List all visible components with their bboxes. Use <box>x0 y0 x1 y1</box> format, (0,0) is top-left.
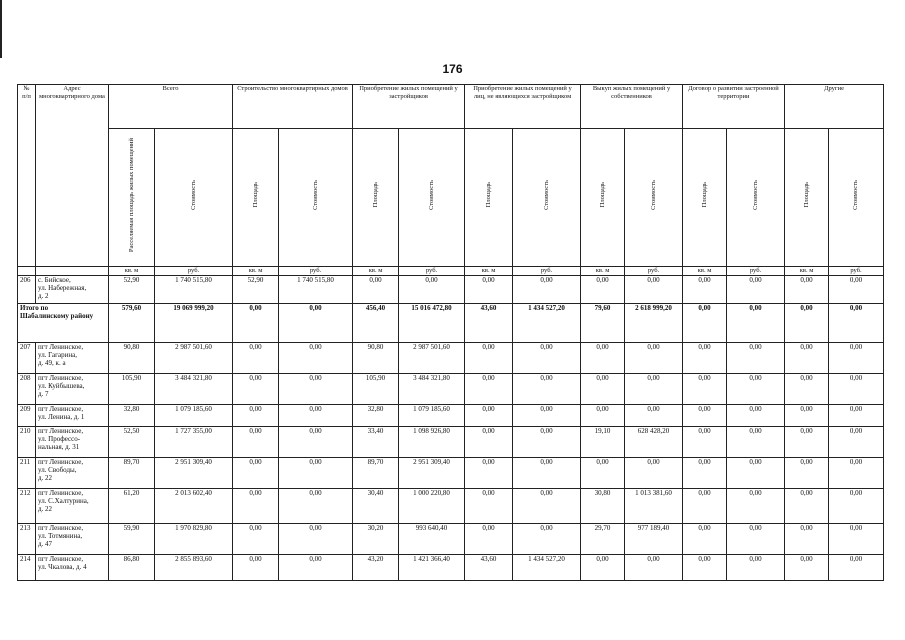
cost-cell: 1 727 355,00 <box>155 427 233 458</box>
area-cell: 0,00 <box>581 343 625 374</box>
area-cell: 0,00 <box>683 524 727 555</box>
cost-cell: 1 098 926,80 <box>399 427 465 458</box>
area-cell: 30,40 <box>353 489 399 524</box>
table-body <box>18 276 884 581</box>
cost-cell: 0,00 <box>829 524 884 555</box>
cost-cell: 0,00 <box>399 276 465 304</box>
cost-cell: 0,00 <box>513 458 581 489</box>
area-cell: 30,80 <box>581 489 625 524</box>
area-cell: 0,00 <box>233 555 279 581</box>
area-cell: 0,00 <box>465 458 513 489</box>
table-row <box>18 276 884 304</box>
area-cell: 0,00 <box>233 458 279 489</box>
area-cell: 89,70 <box>353 458 399 489</box>
cost-cell: 0,00 <box>625 374 683 405</box>
area-cell: 0,00 <box>581 405 625 427</box>
cost-cell: 2 987 501,60 <box>155 343 233 374</box>
cost-cell: 0,00 <box>279 458 353 489</box>
unit-rub: руб. <box>513 267 581 276</box>
cost-cell: 0,00 <box>727 374 785 405</box>
cost-cell: 0,00 <box>829 489 884 524</box>
row-number: 207 <box>18 343 36 374</box>
subheader-cost: Стоимость <box>399 129 465 267</box>
subheader-cost: Стоимость <box>279 129 353 267</box>
cost-cell: 0,00 <box>513 343 581 374</box>
cost-cell: 0,00 <box>727 524 785 555</box>
cost-cell: 1 000 220,80 <box>399 489 465 524</box>
area-cell: 0,00 <box>581 276 625 304</box>
unit-rub: руб. <box>727 267 785 276</box>
row-number: 212 <box>18 489 36 524</box>
table-row <box>18 458 884 489</box>
table-row <box>18 405 884 427</box>
cost-cell: 2 987 501,60 <box>399 343 465 374</box>
area-cell: 0,00 <box>785 374 829 405</box>
area-cell: 456,40 <box>353 304 399 343</box>
area-cell: 59,90 <box>109 524 155 555</box>
area-cell: 33,40 <box>353 427 399 458</box>
area-cell: 0,00 <box>683 405 727 427</box>
area-cell: 0,00 <box>465 374 513 405</box>
row-number: 213 <box>18 524 36 555</box>
area-cell: 90,80 <box>353 343 399 374</box>
area-cell: 0,00 <box>785 304 829 343</box>
area-cell: 0,00 <box>785 555 829 581</box>
area-cell: 0,00 <box>785 489 829 524</box>
cost-cell: 2 013 602,40 <box>155 489 233 524</box>
subheader-resettled-area: Расселяемая площадь жилых помещений <box>109 129 155 267</box>
area-cell: 43,20 <box>353 555 399 581</box>
unit-area: кв. м <box>683 267 727 276</box>
cost-cell: 1 970 829,80 <box>155 524 233 555</box>
cost-cell: 1 740 515,80 <box>279 276 353 304</box>
cost-cell: 15 016 472,80 <box>399 304 465 343</box>
row-number: 206 <box>18 276 36 304</box>
subheader-area: Площадь <box>683 129 727 267</box>
cost-cell: 2 855 893,60 <box>155 555 233 581</box>
header-group-buyout: Выкуп жилых помещений у собственников <box>581 85 683 129</box>
area-cell: 30,20 <box>353 524 399 555</box>
row-address: пгт Ленинское, ул. Гагарина, д. 49, к. а <box>36 343 109 374</box>
area-cell: 0,00 <box>683 555 727 581</box>
unit-area: кв. м <box>233 267 279 276</box>
header-group-non-developers: Приобретение жилых помещений у лиц, не являющихся застройщиком <box>465 85 581 129</box>
row-address: пгт Ленинское, ул. Свободы, д. 22 <box>36 458 109 489</box>
cost-cell: 0,00 <box>829 374 884 405</box>
header-group-other: Другие <box>785 85 884 129</box>
area-cell: 0,00 <box>683 489 727 524</box>
area-cell: 0,00 <box>465 427 513 458</box>
row-number: 210 <box>18 427 36 458</box>
row-address: пгт Ленинское, ул. Чкалова, д. 4 <box>36 555 109 581</box>
row-number: 209 <box>18 405 36 427</box>
area-cell: 579,60 <box>109 304 155 343</box>
subheader-cost: Стоимость <box>155 129 233 267</box>
cost-cell: 0,00 <box>829 405 884 427</box>
cost-cell: 0,00 <box>625 458 683 489</box>
page-number: 176 <box>442 62 463 76</box>
area-cell: 0,00 <box>683 458 727 489</box>
unit-rub: руб. <box>155 267 233 276</box>
table-row <box>18 374 884 405</box>
cost-cell: 0,00 <box>727 489 785 524</box>
row-number: 214 <box>18 555 36 581</box>
cost-cell: 19 069 999,20 <box>155 304 233 343</box>
cost-cell: 0,00 <box>279 343 353 374</box>
row-address: пгт Ленинское, ул. Профессо- нальная, д. 31 <box>36 427 109 458</box>
cost-cell: 0,00 <box>279 374 353 405</box>
unit-area: кв. м <box>353 267 399 276</box>
housing-table <box>17 84 884 581</box>
cost-cell: 0,00 <box>513 374 581 405</box>
cost-cell: 0,00 <box>279 427 353 458</box>
area-cell: 0,00 <box>465 343 513 374</box>
area-cell: 0,00 <box>785 405 829 427</box>
cost-cell: 1 013 381,60 <box>625 489 683 524</box>
cost-cell: 0,00 <box>513 405 581 427</box>
cost-cell: 0,00 <box>513 524 581 555</box>
subheader-area: Площадь <box>581 129 625 267</box>
unit-rub: руб. <box>829 267 884 276</box>
row-address: пгт Ленинское, ул. Тотмянина, д. 47 <box>36 524 109 555</box>
area-cell: 0,00 <box>581 458 625 489</box>
cost-cell: 993 640,40 <box>399 524 465 555</box>
header-group-construction: Строительство многоквартирных домов <box>233 85 353 129</box>
unit-area: кв. м <box>109 267 155 276</box>
area-cell: 86,80 <box>109 555 155 581</box>
cost-cell: 1 079 185,60 <box>155 405 233 427</box>
cost-cell: 0,00 <box>279 489 353 524</box>
cost-cell: 0,00 <box>279 304 353 343</box>
cost-cell: 2 951 309,40 <box>155 458 233 489</box>
area-cell: 0,00 <box>233 427 279 458</box>
area-cell: 0,00 <box>233 489 279 524</box>
subheader-cost: Стоимость <box>625 129 683 267</box>
cost-cell: 0,00 <box>727 555 785 581</box>
area-cell: 0,00 <box>683 304 727 343</box>
area-cell: 43,60 <box>465 555 513 581</box>
area-cell: 0,00 <box>465 524 513 555</box>
unit-blank <box>18 267 36 276</box>
subheader-area: Площадь <box>465 129 513 267</box>
cost-cell: 1 434 527,20 <box>513 555 581 581</box>
unit-rub: руб. <box>625 267 683 276</box>
area-cell: 29,70 <box>581 524 625 555</box>
cost-cell: 1 434 527,20 <box>513 304 581 343</box>
area-cell: 52,90 <box>109 276 155 304</box>
area-cell: 0,00 <box>233 343 279 374</box>
table-row <box>18 343 884 374</box>
area-cell: 32,80 <box>109 405 155 427</box>
cost-cell: 0,00 <box>625 276 683 304</box>
area-cell: 79,60 <box>581 304 625 343</box>
cost-cell: 0,00 <box>513 276 581 304</box>
cost-cell: 2 951 309,40 <box>399 458 465 489</box>
cost-cell: 977 189,40 <box>625 524 683 555</box>
unit-area: кв. м <box>581 267 625 276</box>
header-group-developers: Приобретение жилых помещений у застройщиков <box>353 85 465 129</box>
row-address: пгт Ленинское, ул. С.Халтурина, д. 22 <box>36 489 109 524</box>
cost-cell: 0,00 <box>513 489 581 524</box>
area-cell: 0,00 <box>233 374 279 405</box>
cost-cell: 628 428,20 <box>625 427 683 458</box>
table-row <box>18 524 884 555</box>
cost-cell: 0,00 <box>279 524 353 555</box>
cost-cell: 0,00 <box>625 555 683 581</box>
subheader-cost: Стоимость <box>829 129 884 267</box>
cost-cell: 0,00 <box>829 304 884 343</box>
area-cell: 0,00 <box>581 555 625 581</box>
area-cell: 0,00 <box>465 276 513 304</box>
subheader-cost: Стоимость <box>513 129 581 267</box>
header-group-development: Договор о развитии застроенной территории <box>683 85 785 129</box>
cost-cell: 0,00 <box>625 405 683 427</box>
cost-cell: 0,00 <box>279 405 353 427</box>
area-cell: 0,00 <box>233 304 279 343</box>
area-cell: 0,00 <box>353 276 399 304</box>
cost-cell: 0,00 <box>727 405 785 427</box>
cost-cell: 1 421 366,40 <box>399 555 465 581</box>
total-label: Итого по Шабалинскому району <box>18 304 109 343</box>
cost-cell: 0,00 <box>727 276 785 304</box>
area-cell: 0,00 <box>785 343 829 374</box>
cost-cell: 0,00 <box>829 555 884 581</box>
table-total-row <box>18 304 884 343</box>
area-cell: 0,00 <box>785 276 829 304</box>
cost-cell: 0,00 <box>513 427 581 458</box>
area-cell: 89,70 <box>109 458 155 489</box>
area-cell: 0,00 <box>465 405 513 427</box>
area-cell: 0,00 <box>683 374 727 405</box>
unit-rub: руб. <box>279 267 353 276</box>
row-address: с. Бийское, ул. Набережная, д. 2 <box>36 276 109 304</box>
row-number: 208 <box>18 374 36 405</box>
area-cell: 0,00 <box>785 458 829 489</box>
cost-cell: 3 484 321,80 <box>155 374 233 405</box>
area-cell: 0,00 <box>785 524 829 555</box>
cost-cell: 0,00 <box>829 427 884 458</box>
cost-cell: 1 740 515,80 <box>155 276 233 304</box>
unit-blank <box>36 267 109 276</box>
header-address: Адрес многоквартирного дома <box>36 85 109 267</box>
area-cell: 43,60 <box>465 304 513 343</box>
area-cell: 0,00 <box>233 524 279 555</box>
cost-cell: 0,00 <box>727 343 785 374</box>
subheader-area: Площадь <box>785 129 829 267</box>
row-address: пгт Ленинское, ул. Куйбышева, д. 7 <box>36 374 109 405</box>
unit-area: кв. м <box>785 267 829 276</box>
row-address: пгт Ленинское, ул. Ленина, д. 1 <box>36 405 109 427</box>
area-cell: 0,00 <box>683 427 727 458</box>
table-row <box>18 427 884 458</box>
area-cell: 105,90 <box>109 374 155 405</box>
row-number: 211 <box>18 458 36 489</box>
area-cell: 105,90 <box>353 374 399 405</box>
area-cell: 19,10 <box>581 427 625 458</box>
subheader-area: Площадь <box>353 129 399 267</box>
area-cell: 0,00 <box>683 276 727 304</box>
subheader-cost: Стоимость <box>727 129 785 267</box>
area-cell: 0,00 <box>785 427 829 458</box>
area-cell: 52,90 <box>233 276 279 304</box>
subheader-area: Площадь <box>233 129 279 267</box>
cost-cell: 1 079 185,60 <box>399 405 465 427</box>
cost-cell: 0,00 <box>829 276 884 304</box>
area-cell: 32,80 <box>353 405 399 427</box>
cost-cell: 0,00 <box>727 427 785 458</box>
area-cell: 0,00 <box>581 374 625 405</box>
area-cell: 52,50 <box>109 427 155 458</box>
table-row <box>18 555 884 581</box>
cost-cell: 0,00 <box>279 555 353 581</box>
cost-cell: 0,00 <box>727 304 785 343</box>
cost-cell: 0,00 <box>829 458 884 489</box>
table-row <box>18 489 884 524</box>
cost-cell: 3 484 321,80 <box>399 374 465 405</box>
header-num: № п/п <box>18 85 36 267</box>
cost-cell: 0,00 <box>727 458 785 489</box>
margin-line <box>0 0 2 58</box>
area-cell: 90,80 <box>109 343 155 374</box>
area-cell: 0,00 <box>465 489 513 524</box>
cost-cell: 0,00 <box>625 343 683 374</box>
unit-rub: руб. <box>399 267 465 276</box>
cost-cell: 0,00 <box>829 343 884 374</box>
unit-area: кв. м <box>465 267 513 276</box>
area-cell: 0,00 <box>683 343 727 374</box>
cost-cell: 2 618 999,20 <box>625 304 683 343</box>
area-cell: 0,00 <box>233 405 279 427</box>
area-cell: 61,20 <box>109 489 155 524</box>
header-group-total: Всего <box>109 85 233 129</box>
